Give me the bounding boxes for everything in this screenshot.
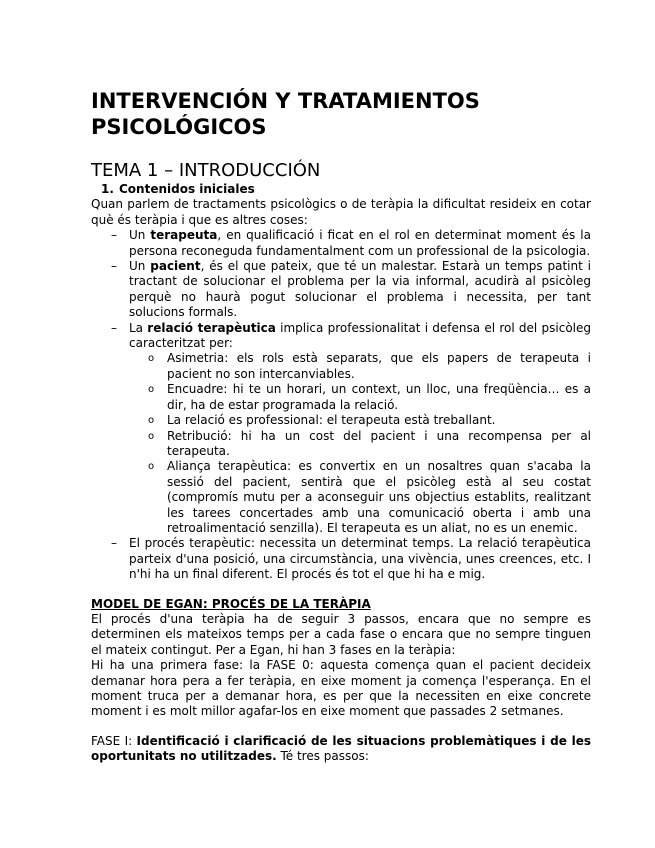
list-item-relacio: – La relació terapèutica implica professionalitat i defensa el rol del psicòleg caracteritzat per: o Asimetria: els rols està separats, que els papers de terapeuta i pacient no son intercanviables. o Encuadre: hi te un horari, un context, un lloc, una freqüència… es a dir, ha de estar programada la relació. o La relació es professional: el terapeuta està treballant. o Retribució: hi ha un cost del pacient i una recompensa per al terapeuta. o Aliança terapèutica: es convertix en un nosaltres quan s'acaba la sessió del pacient, sentirà que el psicòleg està al seu costat (compromís mutu per a aconseguir uns objectius establits, realitzant les tarees concertades amb una comunicació oberta i amb una retroalimentació senzilla). El terapeuta es un aliat, no es un enemic.	[129, 321, 591, 537]
intro-paragraph: Quan parlem de tractaments psicològics o de teràpia la dificultat resideix en cotar què és teràpia i que es altres coses:	[91, 197, 591, 227]
list-item: o Retribució: hi ha un cost del pacient i una recompensa per al terapeuta.	[167, 429, 591, 460]
section-number: 1.	[101, 182, 114, 196]
list-item: o Aliança terapèutica: es convertix en un nosaltres quan s'acaba la sessió del pacient, sentirà que el psicòleg està al seu costat (compromís mutu per a aconseguir uns objectius establits, realitzant les tarees concertades amb una comunicació oberta i amb una retroalimentació senzilla). El terapeuta es un aliat, no es un enemic.	[167, 459, 591, 536]
list-item-terapeuta: – Un terapeuta, en qualificació i ficat en el rol en determinat moment és la persona reconeguda fundamentalment com un professional de la psicologia.	[129, 228, 591, 259]
model-heading: MODEL DE EGAN: PROCÉS DE LA TERÀPIA	[91, 596, 371, 611]
list-item-proces: – El procés terapèutic: necessita un determinat temps. La relació terapèutica parteix d'una posició, una circumstància, una vivència, unes creences, etc. I n'hi ha un final diferent. El procés és tot el que hi ha e mig.	[129, 536, 591, 582]
section-label: Contenidos iniciales	[119, 182, 255, 196]
tema-heading: TEMA 1 – INTRODUCCIÓN	[91, 160, 321, 181]
model-paragraph-1: El procés d'una teràpia ha de seguir 3 passos, encara que no sempre es determinen els mateixos temps per a cada fase o encara que no sempre tinguen el mateix contingut. Per a Egan, hi han 3 fases en la teràpia:	[91, 611, 591, 657]
term-relacio: relació terapèutica	[147, 320, 276, 335]
list-item-pacient: – Un pacient, és el que pateix, que té un malestar. Estarà un temps patint i tractant de solucionar el problema per la via informal, acudirà al psicòleg perquè no haurà pogut solucionar el problema i necessita, per tant solucions formals.	[129, 259, 591, 321]
document-page	[91, 88, 591, 765]
model-paragraph-2: Hi ha una primera fase: la FASE 0: aquesta comença quan el pacient decideix demanar hora pera a fer teràpia, en eixe moment ja comença l'esperança. En el moment truca per a demanar hora, es per que la necessiten en eixe concrete moment i es molt millor agafar-los en eixe moment que passades 2 setmanes.	[91, 658, 591, 719]
fase1-paragraph: FASE I: Identificació i clarificació de les situacions problemàtiques i de les oportunitats no utilitzades. Té tres passos:	[91, 733, 591, 764]
definition-list	[91, 228, 591, 582]
section-heading	[101, 182, 591, 197]
document-title: INTERVENCIÓN Y TRATAMIENTOS PSICOLÓGICOS	[91, 89, 480, 139]
list-item: o Asimetria: els rols està separats, que els papers de terapeuta i pacient no son intercanviables.	[167, 351, 591, 382]
term-terapeuta: terapeuta	[150, 228, 218, 243]
term-pacient: pacient	[150, 259, 201, 274]
list-item: o La relació es professional: el terapeuta està treballant.	[167, 413, 591, 428]
relacio-sublist	[129, 351, 591, 536]
fase1-title: Identificació i clarificació de les situacions problemàtiques i de les oportunitats no utilitzades.	[91, 733, 591, 764]
list-item: o Encuadre: hi te un horari, un context, un lloc, una freqüència… es a dir, ha de estar programada la relació.	[167, 382, 591, 413]
